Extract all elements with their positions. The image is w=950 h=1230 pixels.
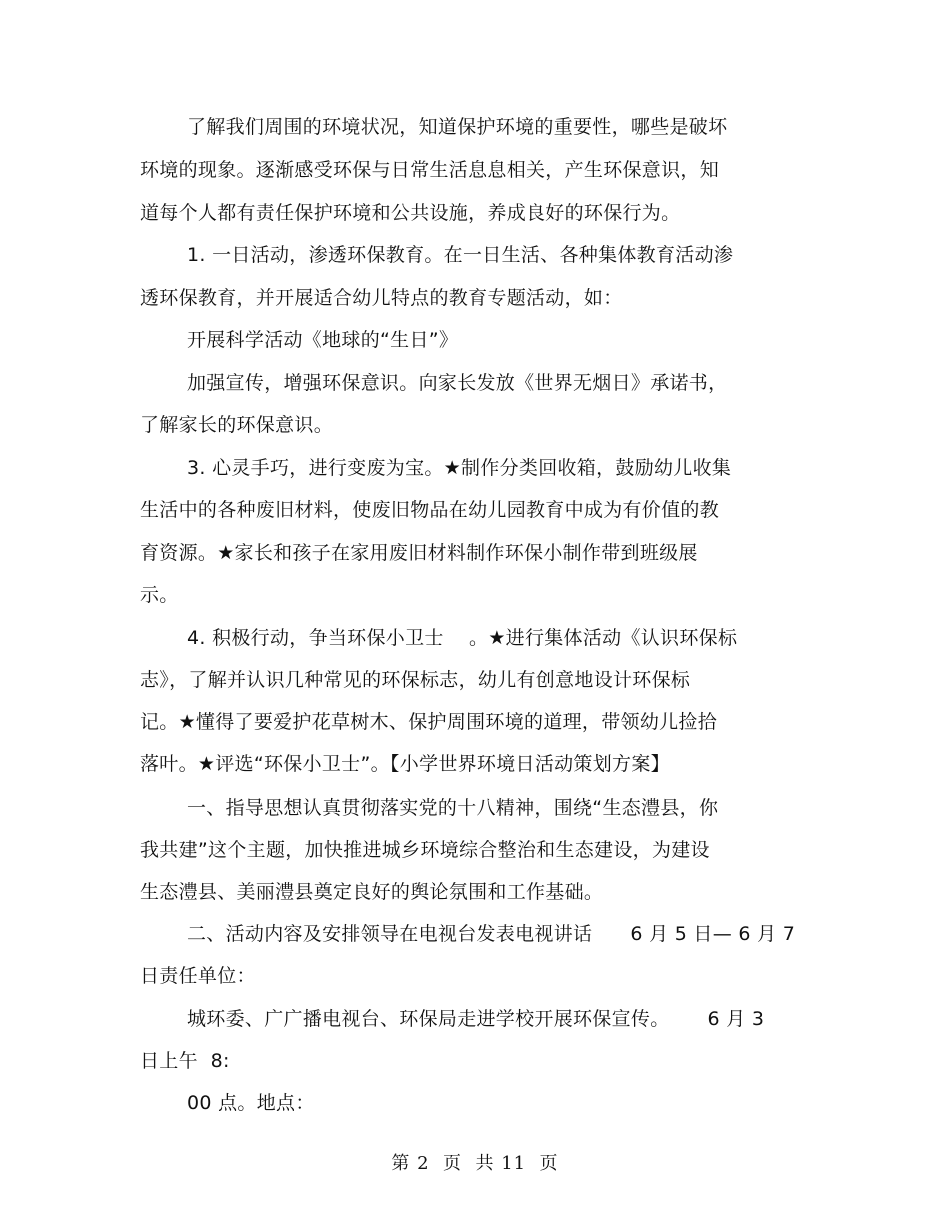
text-line: 了解我们周围的环境状况，知道保护环境的重要性，哪些是破坏: [187, 116, 728, 138]
text-line: 示。: [140, 584, 179, 606]
text-line: 生活中的各种废旧材料，使废旧物品在幼儿园教育中成为有价值的教: [140, 499, 720, 521]
text-line: 生态澧县、美丽澧县奠定良好的舆论氛围和工作基础。: [140, 881, 604, 903]
text-line: 日上午 8:: [140, 1050, 230, 1072]
text-line: 一、指导思想认真贯彻落实党的十八精神，围绕“生态澧县，你: [187, 797, 719, 819]
text-line: 00 点。地点：: [187, 1092, 315, 1114]
text-line: 城环委、广广播电视台、环保局走进学校开展环保宣传。 6 月 3: [187, 1008, 765, 1030]
text-line: 落叶。★评选“环保小卫士”。【小学世界环境日活动策划方案】: [140, 753, 670, 775]
text-line: 育资源。★家长和孩子在家用废旧材料制作环保小制作带到班级展: [140, 542, 698, 564]
text-line: 环境的现象。逐渐感受环保与日常生活息息相关，产生环保意识，知: [140, 159, 720, 181]
text-line: 日责任单位：: [140, 965, 256, 987]
text-line: 道每个人都有责任保护环境和公共设施，养成良好的环保行为。: [140, 202, 681, 224]
text-line: 1. 一日活动，渗透环保教育。在一日生活、各种集体教育活动渗: [187, 244, 734, 266]
text-line: 4. 积极行动，争当环保小卫士 。★进行集体活动《认识环保标: [187, 627, 738, 649]
text-line: 3. 心灵手巧，进行变废为宝。★制作分类回收箱，鼓励幼儿收集: [187, 457, 732, 479]
text-line: 了解家长的环保意识。: [140, 414, 334, 436]
text-line: 加强宣传，增强环保意识。向家长发放《世界无烟日》承诺书，: [187, 372, 728, 394]
text-line: 开展科学活动《地球的“生日”》: [187, 329, 459, 351]
text-line: 记。★懂得了要爱护花草树木、保护周围环境的道理，带领幼儿捡拾: [140, 711, 718, 733]
text-line: 志》，了解并认识几种常见的环保标志，幼儿有创意地设计环保标: [140, 669, 691, 691]
text-line: 我共建”这个主题，加快推进城乡环境综合整治和生态建设，为建设: [140, 839, 710, 861]
text-line: 透环保教育，并开展适合幼儿特点的教育专题活动，如：: [140, 287, 623, 309]
text-line: 二、活动内容及安排领导在电视台发表电视讲话 6 月 5 日— 6 月 7: [187, 923, 796, 945]
page-number-footer: 第 2 页 共 11 页: [391, 1153, 559, 1174]
